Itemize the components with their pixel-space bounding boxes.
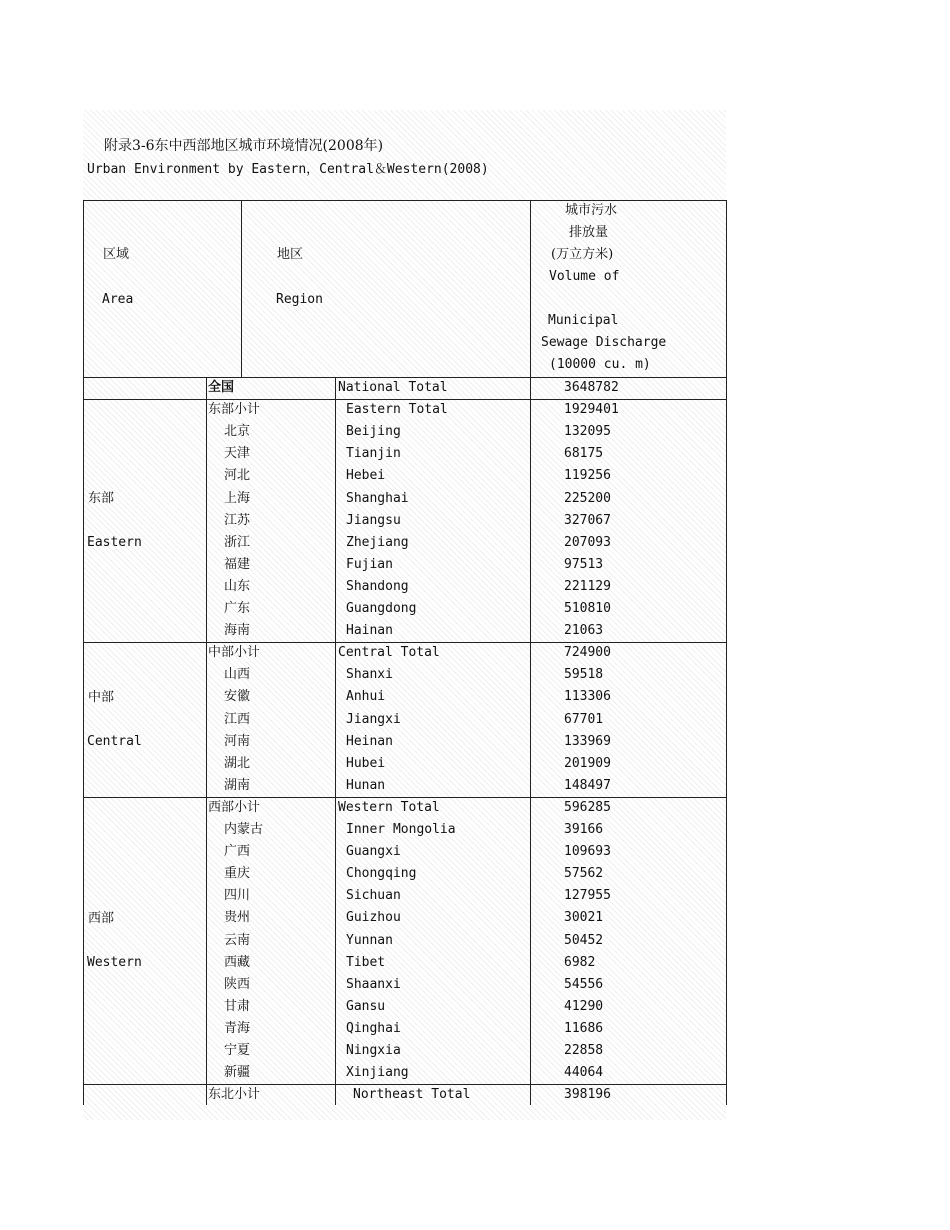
header-volume-line: (万立方米)	[551, 247, 614, 262]
province-value: 207093	[564, 534, 611, 550]
province-value: 148497	[564, 777, 611, 793]
subtotal-cn: 西部小计	[208, 799, 261, 815]
province-cn: 山东	[224, 578, 251, 594]
header-region-cn: 地区	[277, 247, 304, 262]
area-region-divider	[206, 377, 207, 1105]
province-en: Anhui	[346, 689, 386, 705]
province-en: Hebei	[346, 468, 386, 484]
subtotal-en: Western Total	[338, 799, 440, 815]
northeast-divider-region	[335, 1084, 336, 1105]
table-left-border	[83, 200, 84, 1105]
header-volume-line: Municipal	[548, 313, 619, 328]
province-en: Gansu	[346, 998, 386, 1014]
subtotal-cn: 东部小计	[208, 402, 261, 418]
header-area-cn: 区域	[103, 247, 130, 262]
northeast-divider-value	[530, 1084, 531, 1105]
province-value: 221129	[564, 578, 611, 594]
national-total-en: National Total	[338, 380, 448, 395]
national-divider-3	[530, 377, 531, 399]
province-en: Inner Mongolia	[346, 822, 456, 837]
province-en: Guizhou	[346, 910, 401, 926]
province-cn: 广西	[224, 844, 251, 860]
province-en: Yunnan	[346, 932, 393, 948]
northeast-total-en: Northeast Total	[353, 1087, 471, 1103]
province-en: Ningxia	[346, 1043, 401, 1058]
province-cn: 山西	[224, 667, 251, 683]
province-value: 133969	[564, 733, 611, 749]
province-en: Jiangxi	[346, 711, 401, 727]
province-cn: 河北	[224, 468, 251, 484]
national-total-cn: 全国	[208, 380, 235, 395]
group-area-cn: 东部	[88, 490, 115, 506]
province-value: 59518	[564, 667, 604, 683]
province-cn: 福建	[224, 556, 251, 572]
group-area-cn: 西部	[88, 910, 115, 926]
subtotal-value: 724900	[564, 645, 611, 661]
province-en: Jiangsu	[346, 512, 401, 528]
province-en: Zhejiang	[346, 534, 409, 550]
province-en: Shandong	[346, 578, 409, 594]
province-en: Guangdong	[346, 601, 417, 616]
province-cn: 重庆	[224, 866, 251, 882]
province-value: 113306	[564, 689, 611, 705]
province-cn: 海南	[224, 623, 251, 639]
subtotal-cn: 中部小计	[208, 645, 261, 661]
province-cn: 湖南	[224, 777, 251, 793]
province-value: 97513	[564, 556, 604, 572]
header-volume-line: 排放量	[569, 225, 609, 240]
province-value: 30021	[564, 910, 604, 926]
header-volume-line: 城市污水	[565, 203, 618, 218]
province-cn: 贵州	[224, 910, 251, 926]
province-value: 201909	[564, 755, 611, 771]
group-divider-value	[530, 797, 531, 1084]
province-cn: 江苏	[224, 512, 251, 528]
province-value: 132095	[564, 424, 611, 440]
province-cn: 四川	[224, 888, 251, 904]
header-area-region-divider	[241, 200, 242, 377]
province-value: 127955	[564, 888, 611, 904]
national-divider-2	[335, 377, 336, 399]
province-value: 11686	[564, 1020, 604, 1036]
province-cn: 陕西	[224, 976, 251, 992]
province-cn: 广东	[224, 601, 251, 616]
group-divider-region	[335, 399, 336, 642]
province-value: 54556	[564, 976, 604, 992]
province-en: Tibet	[346, 954, 386, 970]
group-divider-value	[530, 399, 531, 642]
province-en: Sichuan	[346, 888, 401, 904]
province-value: 109693	[564, 844, 611, 860]
group-divider-region	[335, 642, 336, 797]
header-volume-line: (10000 cu. m)	[549, 357, 651, 372]
province-cn: 宁夏	[224, 1043, 251, 1058]
province-value: 21063	[564, 623, 604, 639]
header-volume-line: Volume of	[549, 269, 620, 284]
province-value: 510810	[564, 601, 611, 616]
province-en: Shanghai	[346, 490, 409, 506]
national-total-value: 3648782	[564, 380, 619, 395]
group-area-en: Western	[87, 954, 142, 970]
table-right-border	[726, 200, 727, 1105]
group-area-cn: 中部	[88, 689, 115, 705]
province-cn: 浙江	[224, 534, 251, 550]
province-cn: 河南	[224, 733, 251, 749]
province-value: 119256	[564, 468, 611, 484]
province-en: Guangxi	[346, 844, 401, 860]
subtotal-value: 596285	[564, 799, 611, 815]
province-en: Tianjin	[346, 446, 401, 462]
title-chinese: 附录3-6东中西部地区城市环境情况(2008年)	[104, 138, 384, 154]
province-cn: 云南	[224, 932, 251, 948]
province-value: 327067	[564, 512, 611, 528]
province-value: 39166	[564, 822, 604, 837]
province-value: 57562	[564, 866, 604, 882]
province-value: 50452	[564, 932, 604, 948]
group-area-en: Central	[87, 733, 142, 749]
province-en: Shaanxi	[346, 976, 401, 992]
province-cn: 湖北	[224, 755, 251, 771]
province-en: Hunan	[346, 777, 386, 793]
subtotal-en: Central Total	[338, 645, 440, 661]
header-area-en: Area	[102, 292, 134, 307]
group-area-en: Eastern	[87, 534, 142, 550]
province-value: 225200	[564, 490, 611, 506]
northeast-total-value: 398196	[564, 1087, 611, 1103]
header-top-border	[83, 200, 727, 201]
province-en: Hubei	[346, 755, 386, 771]
province-cn: 上海	[224, 490, 251, 506]
province-en: Shanxi	[346, 667, 393, 683]
province-en: Heinan	[346, 733, 393, 749]
province-cn: 内蒙古	[224, 822, 264, 837]
subtotal-en: Eastern Total	[346, 402, 448, 418]
province-en: Beijing	[346, 424, 401, 440]
province-en: Chongqing	[346, 866, 417, 882]
province-en: Fujian	[346, 556, 393, 572]
province-cn: 甘肃	[224, 998, 251, 1014]
province-value: 67701	[564, 711, 604, 727]
province-value: 6982	[564, 954, 596, 970]
province-cn: 西藏	[224, 954, 251, 970]
province-en: Hainan	[346, 623, 393, 639]
group-divider-region	[335, 797, 336, 1084]
province-value: 41290	[564, 998, 604, 1014]
province-en: Xinjiang	[346, 1065, 409, 1081]
province-cn: 新疆	[224, 1065, 251, 1081]
header-region-en: Region	[276, 292, 323, 307]
province-cn: 安徽	[224, 689, 251, 705]
province-cn: 北京	[224, 424, 251, 440]
title-english: Urban Environment by Eastern，Central＆Western(2008)	[87, 162, 489, 177]
province-en: Qinghai	[346, 1020, 401, 1036]
province-value: 68175	[564, 446, 604, 462]
province-cn: 天津	[224, 446, 251, 462]
province-value: 22858	[564, 1043, 604, 1058]
province-value: 44064	[564, 1065, 604, 1081]
header-region-volume-divider	[530, 200, 531, 377]
subtotal-value: 1929401	[564, 402, 619, 418]
province-cn: 江西	[224, 711, 251, 727]
province-cn: 青海	[224, 1020, 251, 1036]
northeast-total-cn: 东北小计	[208, 1087, 261, 1103]
group-divider-value	[530, 642, 531, 797]
header-volume-line: Sewage Discharge	[541, 335, 667, 350]
